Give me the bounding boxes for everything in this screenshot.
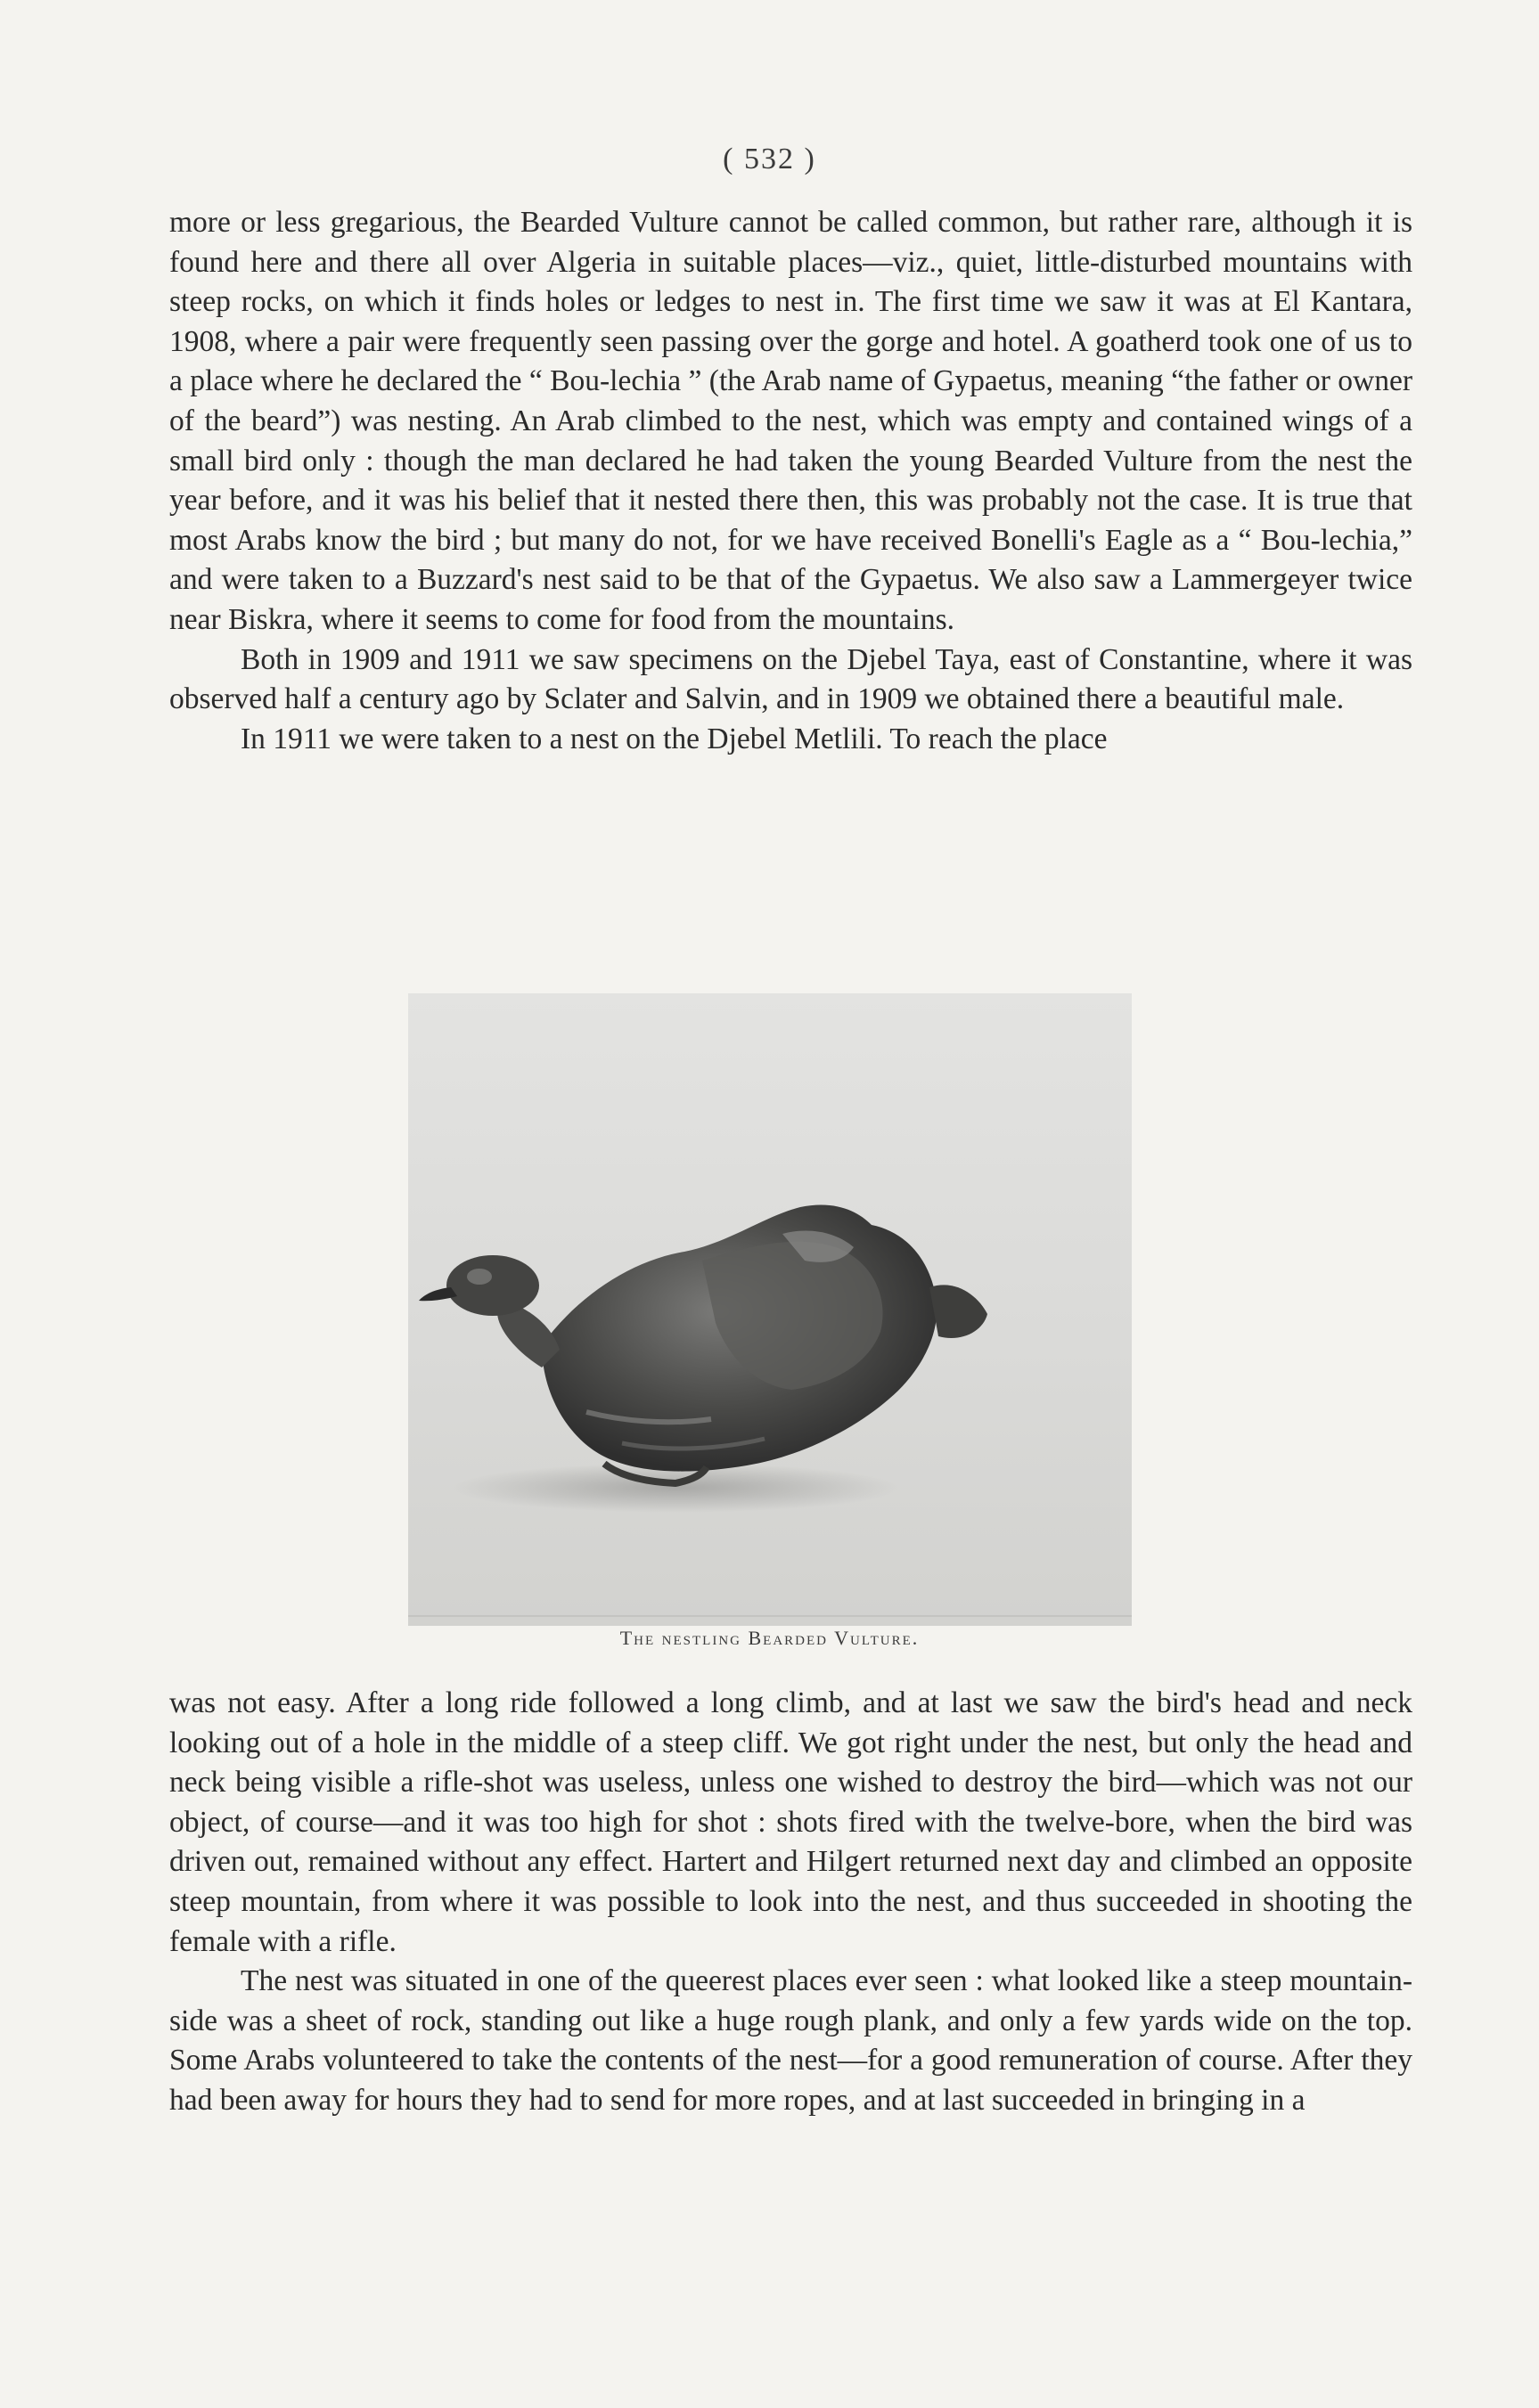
figure-caption: The nestling Bearded Vulture.: [619, 1627, 920, 1649]
paragraph: was not easy. After a long ride followed a long climb, and at last we saw the bird's head and neck looking out of a hole in the middle of a steep cliff. We got right under the nest, but only the head and neck being visible a rifle-shot was useless, unless one wished to destroy the bird—which was not our object, of course—and it was too high for shot : shots fired with the twelve-bore, when the bird was driven out, remained without any effect. Hartert and Hilgert returned next day and climbed an opposite steep mountain, from where it was possible to look into the nest, and thus succeeded in shooting the female with a rifle.: [169, 1686, 1412, 1958]
body-text-bottom: [169, 1684, 1412, 2121]
paragraph: Both in 1909 and 1911 we saw specimens on the Djebel Taya, east of Constantine, where it was observed half a century ago by Sclater and Salvin, and in 1909 we obtained there a beautiful male.: [169, 642, 1412, 716]
figure-plate: [408, 993, 1132, 1626]
paragraph: The nest was situated in one of the queerest places ever seen : what looked like a steep mountain-side was a sheet of rock, standing out like a huge rough plank, and only a few yards wide on the top. Some Arabs volunteered to take the contents of the nest—for a good remuneration of course. After they had been away for hours they had to send for more ropes, and at last succeeded in bringing in a: [169, 1964, 1412, 2117]
nestling-vulture-photo: [408, 993, 1132, 1626]
page-number: ( 532 ): [723, 143, 816, 175]
paragraph: In 1911 we were taken to a nest on the Djebel Metlili. To reach the place: [241, 722, 1108, 755]
paragraph: more or less gregarious, the Bearded Vulture cannot be called common, but rather rare, although it is found here and there all over Algeria in suitable places—viz., quiet, little-disturbed mountains with steep rocks, on which it finds holes or ledges to nest in. The first time we saw it was at El Kantara, 1908, where a pair were frequently seen passing over the gorge and hotel. A goatherd took one of us to a place where he declared the “ Bou-lechia ” (the Arab name of Gypaetus, meaning “the father or owner of the beard”) was nesting. An Arab climbed to the nest, which was empty and contained wings of a small bird only : though the man declared he had taken the young Bearded Vulture from the nest the year before, and it was his belief that it nested there then, this was probably not the case. It is true that most Arabs know the bird ; but many do not, for we have received Bonelli's Eagle as a “ Bou-lechia,” and were taken to a Buzzard's nest said to be that of the Gypaetus. We also saw a Lammergeyer twice near Biskra, where it seems to come for food from the mountains.: [169, 206, 1412, 636]
plate-edge: [408, 1615, 1132, 1617]
body-text-top: [169, 203, 1412, 759]
